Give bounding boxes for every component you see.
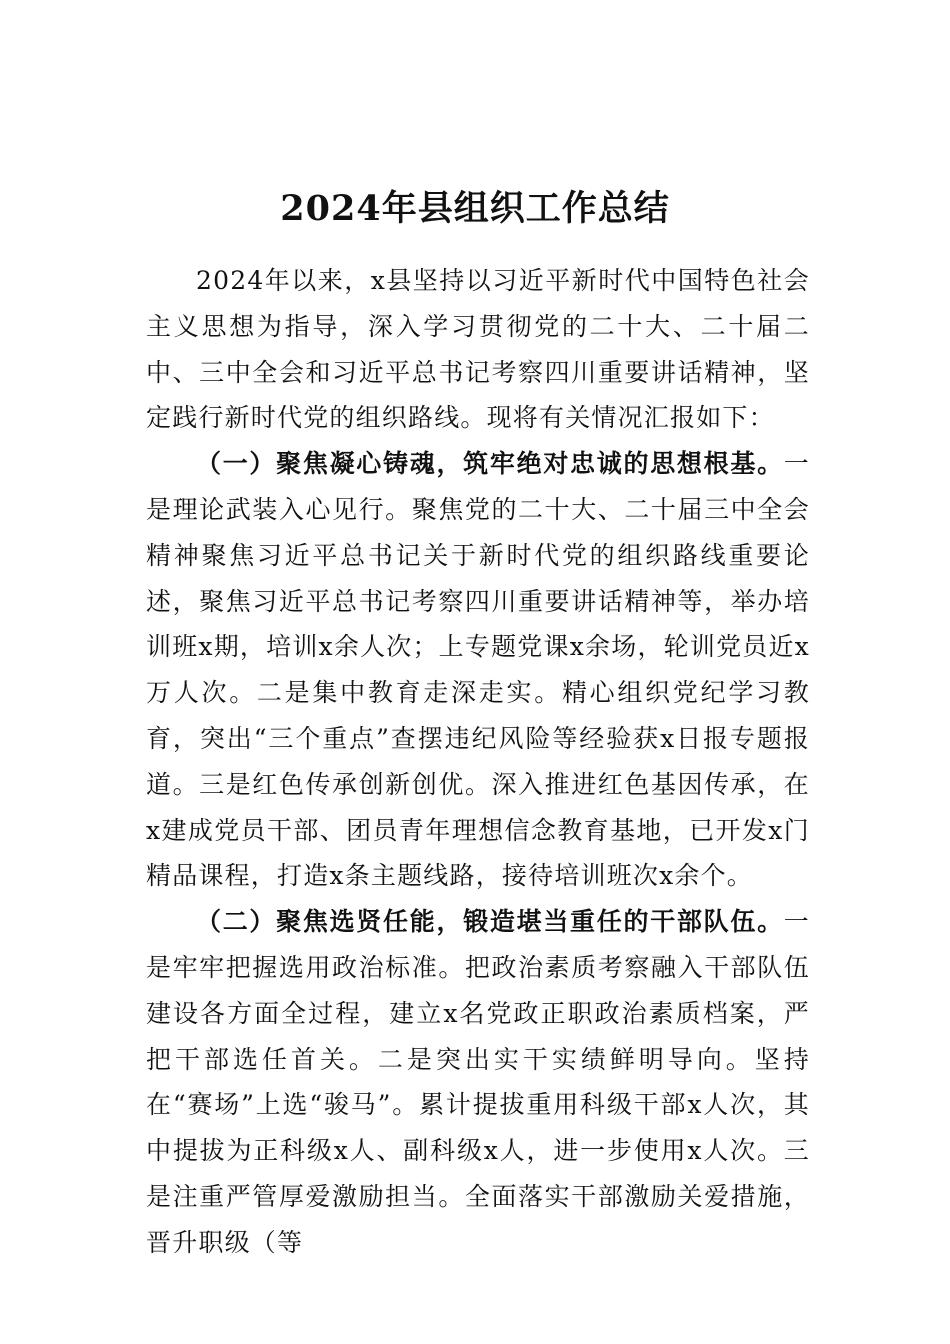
- section-body-2: 一是牢牢把握选用政治标准。把政治素质考察融入干部队伍建设各方面全过程，建立x名党政正职政治素质档案，严把干部选任首关。二是突出实干实绩鲜明导向。坚持在“赛场”上选“骏马”。累计提拔重用科级干部x人次，其中提拔为正科级x人、副科级x人，进一步使用x人次。三是注重严管厚爱激励担当。全面落实干部激励关爱措施，晋升职级（等: [146, 907, 810, 1257]
- section-heading-1: （一）聚焦凝心铸魂，筑牢绝对忠诚的思想根基。: [196, 449, 784, 479]
- intro-paragraph: 2024年以来，x县坚持以习近平新时代中国特色社会主义思想为指导，深入学习贯彻党的二十大、二十届二中、三中全会和习近平总书记考察四川重要讲话精神，坚定践行新时代党的组织路线。现将有关情况汇报如下：: [146, 266, 810, 433]
- section-paragraph-2: [146, 899, 810, 1265]
- section-body-1: 一是理论武装入心见行。聚焦党的二十大、二十届三中全会精神聚焦习近平总书记关于新时代党的组织路线重要论述，聚焦习近平总书记考察四川重要讲话精神等，举办培训班x期，培训x余人次；上专题党课x余场，轮训党员近x万人次。二是集中教育走深走实。精心组织党纪学习教育，突出“三个重点”查摆违纪风险等经验获x日报专题报道。三是红色传承创新创优。深入推进红色基因传承，在x建成党员干部、团员青年理想信念教育基地，已开发x门精品课程，打造x条主题线路，接待培训班次x余个。: [146, 449, 810, 891]
- section-paragraph-1: [146, 441, 810, 899]
- section-heading-2: （二）聚焦选贤任能，锻造堪当重任的干部队伍。: [196, 907, 784, 937]
- document-body: [146, 258, 810, 1266]
- document-title: 2024年县组织工作总结: [280, 188, 670, 230]
